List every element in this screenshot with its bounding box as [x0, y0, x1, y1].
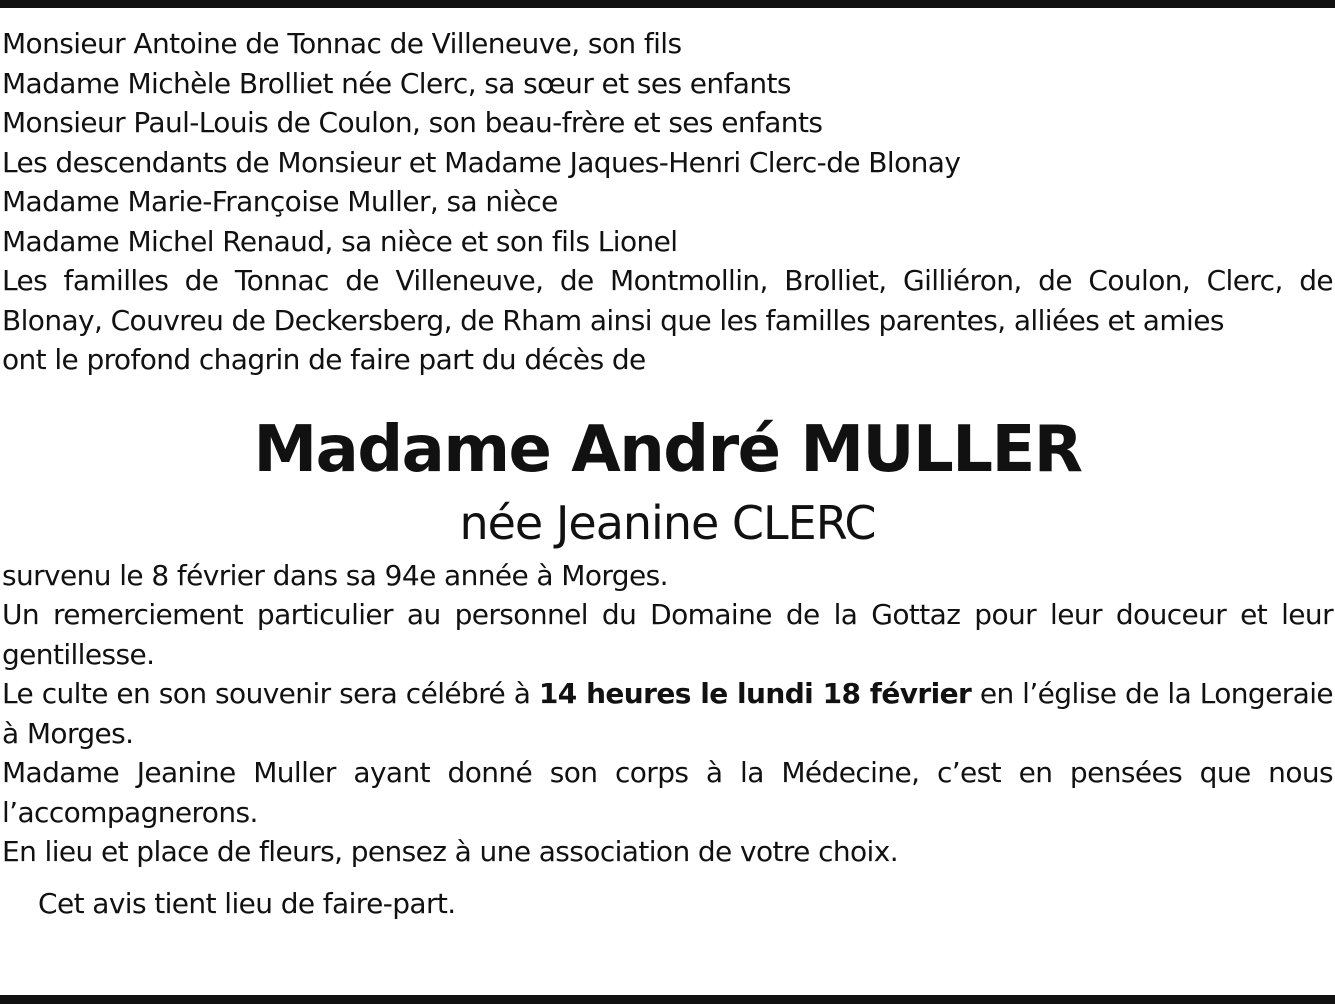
families-paragraph: Les familles de Tonnac de Villeneuve, de Montmollin, Brolliet, Gilliéron, de Coulon, Clerc, de Blonay, Couvreu de Deckersberg, de Rham ainsi que les familles parentes, alliées et amies: [2, 264, 1333, 337]
mourner-line: Monsieur Paul-Louis de Coulon, son beau-frère et ses enfants: [2, 106, 823, 139]
top-rule: [0, 0, 1335, 8]
service-paragraph: [2, 674, 1333, 753]
mourner-line: Madame Michel Renaud, sa nièce et son fils Lionel: [2, 224, 678, 258]
maiden-name: née Jeanine CLERC: [459, 495, 876, 550]
closing-line: Cet avis tient lieu de faire-part.: [38, 886, 456, 920]
service-text-after: en l’église de la Longeraie à Morges.: [2, 677, 1333, 750]
mourner-line: Madame Marie-Françoise Muller, sa nièce: [2, 185, 558, 218]
service-text-before: Le culte en son souvenir sera célébré à: [2, 677, 539, 710]
mourner-line: Monsieur Antoine de Tonnac de Villeneuve, son fils: [2, 27, 682, 60]
obituary-notice: [2, 24, 1333, 923]
service-time: 14 heures le lundi 18 février: [538, 677, 972, 710]
thanks-paragraph: Un remerciement particulier au personnel du Domaine de la Gottaz pour leur douceur et leur gentillesse.: [2, 598, 1333, 671]
body-donation-paragraph: Madame Jeanine Muller ayant donné son corps à la Médecine, c’est en pensées que nous l’accompagnerons.: [2, 756, 1333, 829]
announcement-line: ont le profond chagrin de faire part du décès de: [2, 343, 646, 376]
death-info: survenu le 8 février dans sa 94e année à Morges.: [2, 558, 668, 592]
bottom-rule: [0, 995, 1335, 1004]
flowers-paragraph: En lieu et place de fleurs, pensez à une association de votre choix.: [2, 835, 899, 868]
mourner-line: Madame Michèle Brolliet née Clerc, sa sœur et ses enfants: [2, 66, 791, 100]
deceased-name: Madame André MULLER: [253, 412, 1082, 487]
mourner-line: Les descendants de Monsieur et Madame Jaques-Henri Clerc-de Blonay: [2, 145, 961, 179]
